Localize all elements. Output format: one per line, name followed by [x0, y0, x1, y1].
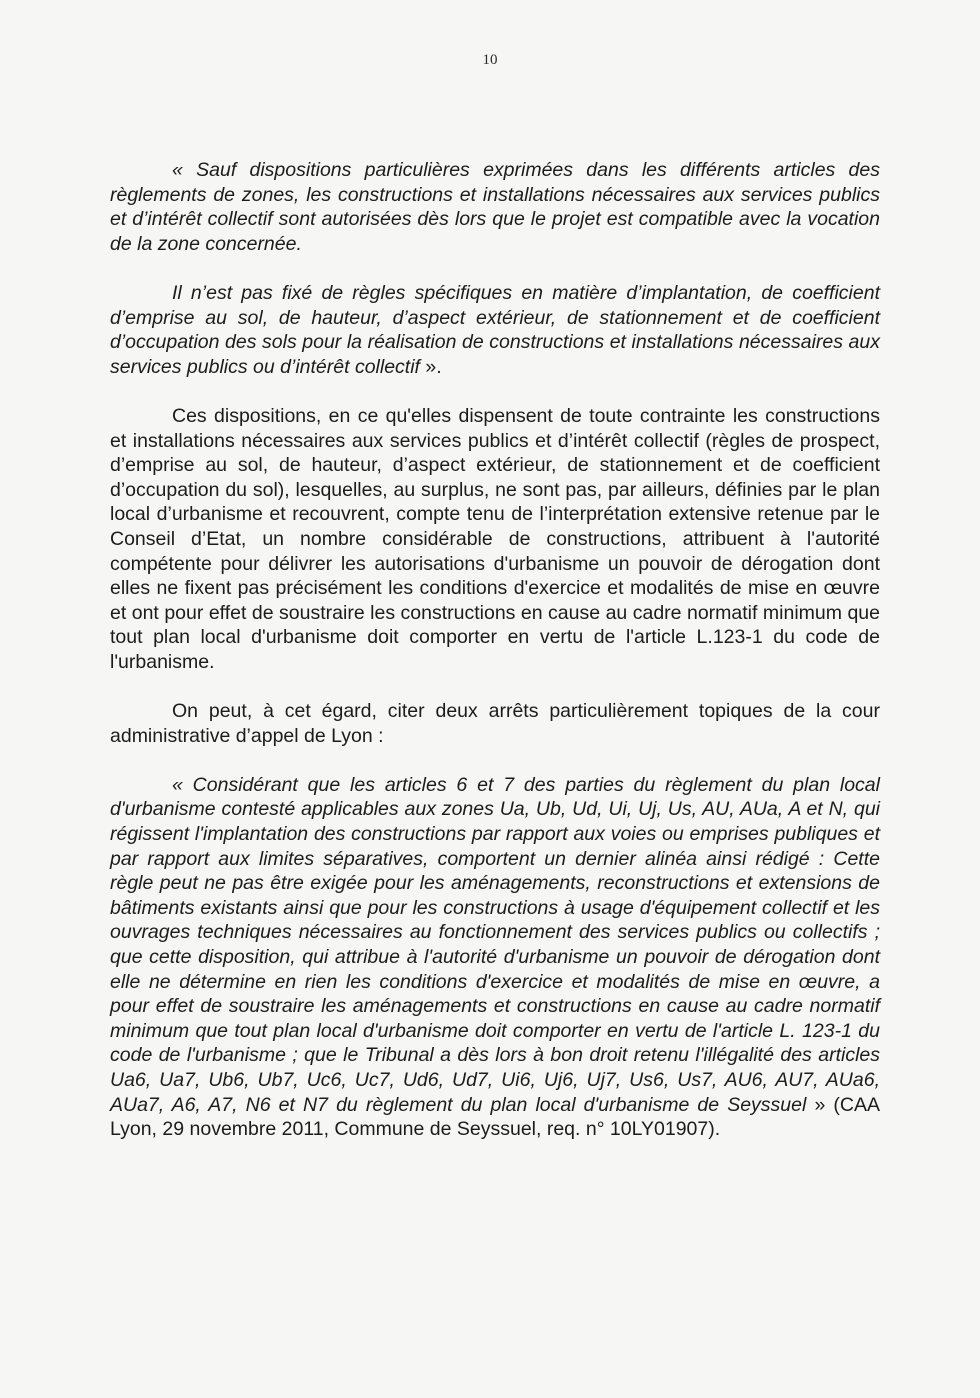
paragraph-quote-plu-2: [110, 281, 880, 379]
plain-text: » (CAA Lyon, 29 novembre 2011, Commune de Seyssuel, req. n° 10LY01907).: [110, 1093, 880, 1141]
plain-text: Ces dispositions, en ce qu'elles dispensent de toute contrainte les constructions et installations nécessaires aux services publics et d’intérêt collectif (règles de prospect, d’emprise au sol, de hauteur, d’aspect extérieur, de stationnement et de coefficient d’occupation du sol), lesquelles, au surplus, ne sont pas, par ailleurs, définies par le plan local d’urbanisme et recouvrent, compte tenu de l’interprétation extensive retenue par le Conseil d’Etat, un nombre considérable de constructions, attribuent à l'autorité compétente pour délivrer les autorisations d'urbanisme un pouvoir de dérogation dont elles ne fixent pas précisément les conditions d'exercice et modalités de mise en œuvre et ont pour effet de soustraire les constructions en cause au cadre normatif minimum que tout plan local d'urbanisme doit comporter en vertu de l'article L.123-1 du code de l'urbanisme.: [110, 404, 880, 673]
paragraph-analysis: [110, 404, 880, 675]
paragraph-quote-caa: [110, 773, 880, 1142]
quoted-text: « Sauf dispositions particulières exprimées dans les différents articles des règlements de zones, les constructions et installations nécessaires aux services publics et d’intérêt collectif sont autorisées dès lors que le projet est compatible avec la vocation de la zone concernée.: [110, 159, 880, 255]
quoted-text: « Considérant que les articles 6 et 7 des parties du règlement du plan local d'urbanisme contesté applicables aux zones Ua, Ub, Ud, Ui, Uj, Us, AU, AUa, A et N, qui régissent l'implantation des constructions par rapport aux voies ou emprises publiques et par rapport aux limites séparatives, comportent un dernier alinéa ainsi rédigé : Cette règle peut ne pas être exigée pour les aménagements, reconstructions et extensions de bâtiments existants ainsi que pour les constructions à usage d'équipement collectif et les ouvrages techniques nécessaires au fonctionnement des services publics ou collectifs ; que cette disposition, qui attribue à l'autorité d'urbanisme un pouvoir de dérogation dont elle ne détermine en rien les conditions d'exercice et modalités de mise en œuvre, a pour effet de soustraire les aménagements et constructions en cause au cadre normatif minimum que tout plan local d'urbanisme doit comporter en vertu de l'article L. 123-1 du code de l'urbanisme ; que le Tribunal a dès lors à bon droit retenu l'illégalité des articles Ua6, Ua7, Ub6, Ub7, Uc6, Uc7, Ud6, Ud7, Ui6, Uj6, Uj7, Us6, Us7, AU6, AU7, AUa6, AUa7, A6, A7, N6 et N7 du règlement du plan local d'urbanisme de Seyssuel: [110, 773, 880, 1116]
document-body: [110, 158, 880, 1166]
quoted-text: Il n’est pas fixé de règles spécifiques en matière d’implantation, de coefficient d’emprise au sol, de hauteur, d’aspect extérieur, de stationnement et de coefficient d’occupation des sols pour la réalisation de constructions et installations nécessaires aux services publics ou d’intérêt collectif: [110, 281, 880, 378]
plain-text: On peut, à cet égard, citer deux arrêts particulièrement topiques de la cour administrative d’appel de Lyon :: [110, 700, 880, 747]
page-number: 10: [482, 52, 498, 68]
paragraph-quote-plu-1: [110, 158, 880, 256]
plain-text: ».: [419, 355, 442, 378]
paragraph-intro-citation: [110, 699, 880, 748]
